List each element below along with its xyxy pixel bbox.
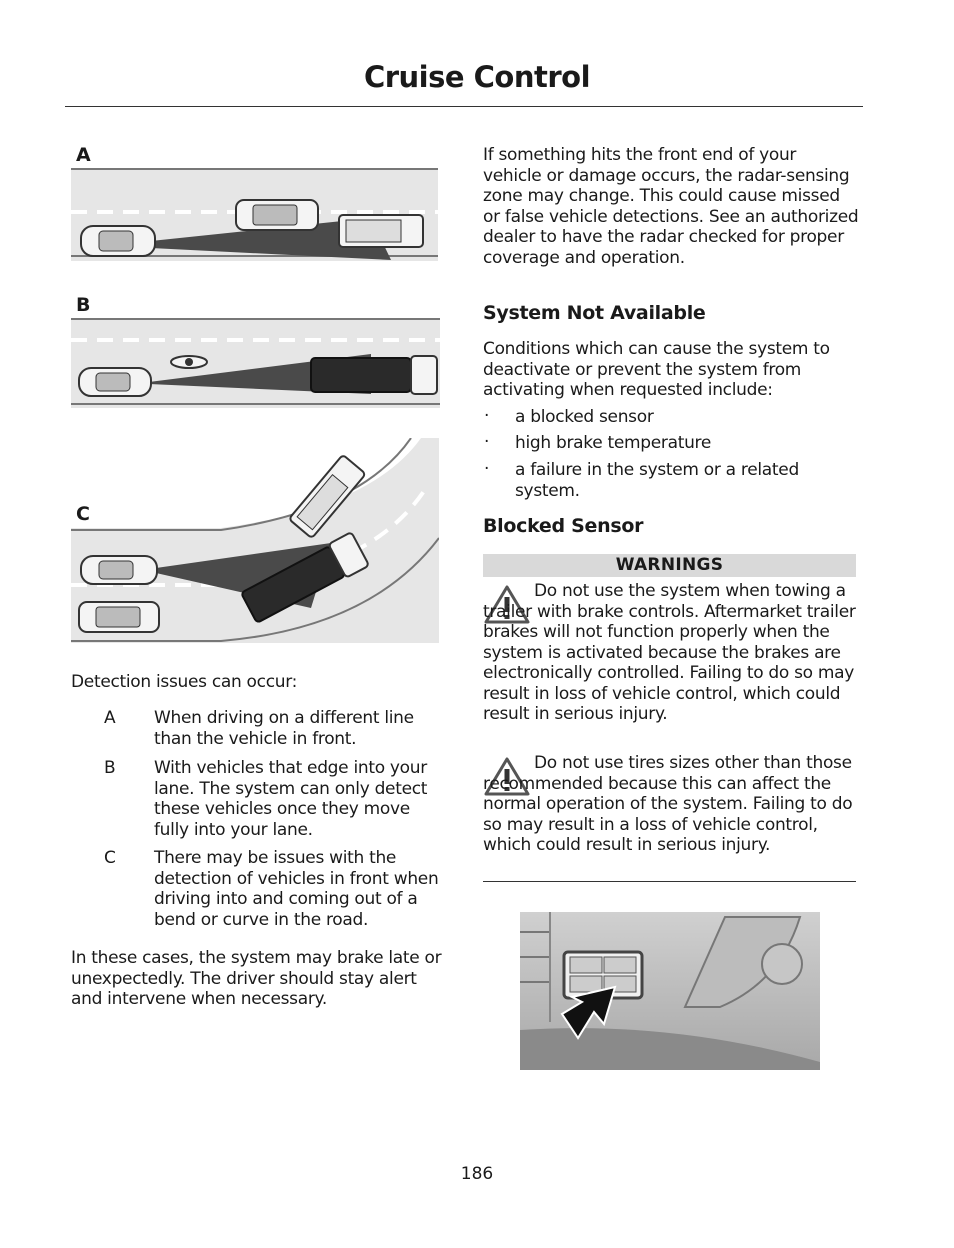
item-letter-c: C <box>104 848 116 868</box>
conditions-paragraph: Conditions which can cause the system to deactivate or prevent the system from activating when requested include: <box>483 339 830 400</box>
car-icon <box>81 556 157 584</box>
figure-label-b: B <box>76 294 91 316</box>
item-text-a: When driving on a different line than the vehicle in front. <box>154 708 414 749</box>
bullet-item: high brake temperature <box>515 433 712 453</box>
motorcycle-icon <box>171 356 207 368</box>
figure-b-diagram <box>71 318 440 408</box>
car-icon <box>79 368 151 396</box>
suv-icon <box>236 200 318 230</box>
bullet-item: a failure in the system or a related system. <box>515 460 799 501</box>
item-text-b: With vehicles that edge into your lane. The system can only detect these vehicles once they move fully into your lane. <box>154 758 428 840</box>
figure-label-a: A <box>76 144 91 166</box>
truck-icon <box>311 356 437 394</box>
van-icon <box>339 215 423 247</box>
item-letter-a: A <box>104 708 116 728</box>
item-letter-b: B <box>104 758 116 778</box>
bullet-dot: · <box>484 432 490 452</box>
bullet-dot: · <box>484 459 490 479</box>
item-text-c: There may be issues with the detection of vehicles in front when driving into and coming out of a bend or curve in the road. <box>154 848 439 930</box>
figure-label-c: C <box>76 503 90 525</box>
bullet-item: a blocked sensor <box>515 407 654 427</box>
heading-blocked-sensor: Blocked Sensor <box>483 515 644 537</box>
detection-intro: Detection issues can occur: <box>71 672 298 692</box>
radar-sensor-photo <box>520 912 820 1070</box>
title-divider <box>65 106 863 107</box>
warnings-divider <box>483 881 856 882</box>
warning-tires: Do not use tires sizes other than those recommended because this can affect the normal operation of the system. Failing to do so may result in a loss of vehicle control, which could result in serious injury. <box>483 753 853 855</box>
page-number: 186 <box>460 1164 494 1184</box>
detection-outro: In these cases, the system may brake late or unexpectedly. The driver should stay alert and intervene when necessary. <box>71 948 442 1009</box>
page-title: Cruise Control <box>363 60 591 94</box>
figure-a-diagram <box>71 168 438 261</box>
figure-c-diagram <box>71 438 439 643</box>
warnings-header: WARNINGS <box>483 554 856 577</box>
heading-system-not-available: System Not Available <box>483 302 706 324</box>
bullet-dot: · <box>484 406 490 426</box>
suv-icon <box>79 602 159 632</box>
damage-paragraph: If something hits the front end of your vehicle or damage occurs, the radar-sensing zone may change. This could cause missed or false vehicle detections. See an authorized dealer to have the radar checked for proper coverage and operation. <box>483 145 859 268</box>
car-icon <box>81 226 155 256</box>
warning-towing: Do not use the system when towing a trailer with brake controls. Aftermarket trailer brakes will not function properly when the system is activated because the brakes are electronically controlled. Failing to do so may result in loss of vehicle control, which could result in serious injury. <box>483 581 856 724</box>
